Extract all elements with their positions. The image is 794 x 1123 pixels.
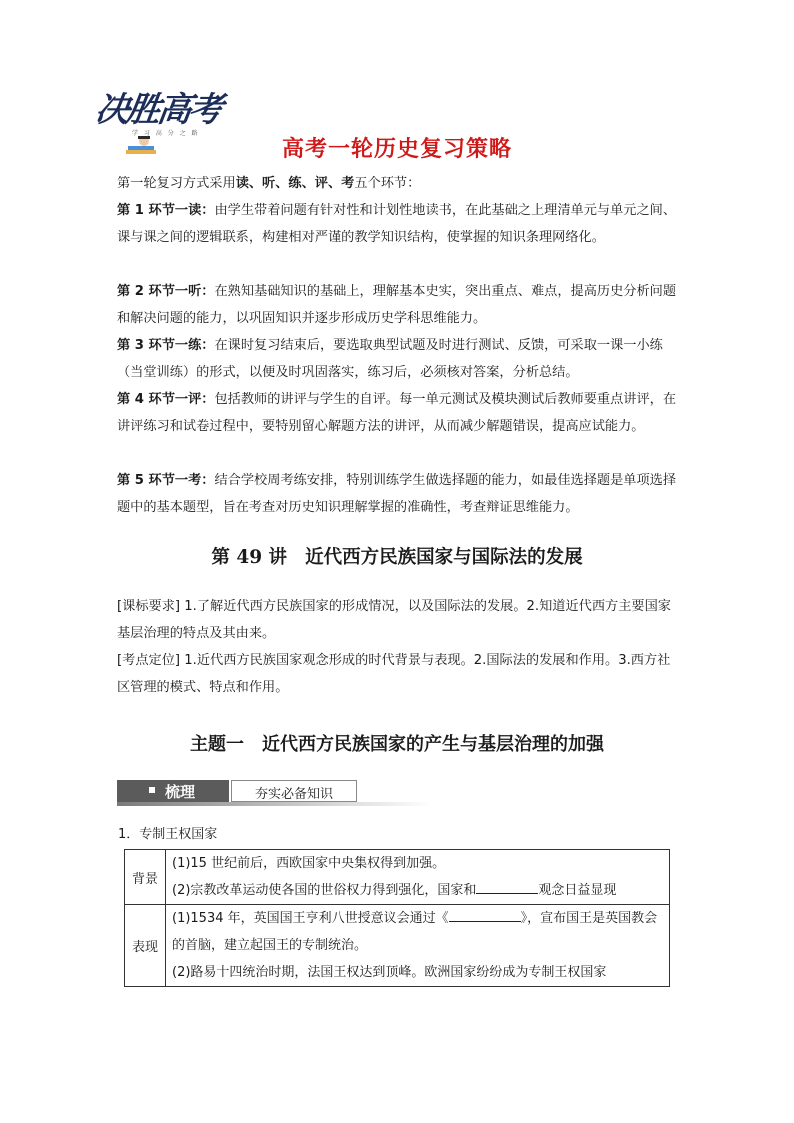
table-row [125, 905, 670, 987]
logo-subtitle: 学 习 高 分 之 路 [132, 130, 200, 137]
lecture-heading [0, 543, 794, 569]
banner-light [231, 780, 357, 802]
page-title: 高考一轮历史复习策略 [281, 137, 512, 162]
step-text: 包括教师的讲评与学生的自评。每一单元测试及模块测试后教师要重点讲评，在讲评练习和试卷过程中，要特别留心解题方法的讲评，从而减少解题错误，提高应试能力。 [117, 392, 677, 434]
step-text: 由学生带着问题有针对性和计划性地读书，在此基础之上理清单元与单元之间、课与课之间的逻辑联系，构建相对严谨的教学知识结构，使掌握的知识条理网络化。 [117, 203, 677, 245]
background-line-1: (1)15 世纪前后，西欧国家中央集权得到加强。 [172, 856, 446, 871]
intro-suffix: 五个环节： [354, 176, 421, 191]
section-heading: 1．专制王权国家 [118, 827, 218, 842]
step-text: 在课时复习结束后，要选取典型试题及时进行测试、反馈，可采取一课一小练（当堂训练）的形式，以便及时巩固落实，练习后，必须核对答案，分析总结。 [117, 338, 663, 380]
banner-stripe [117, 802, 433, 806]
lecture-title: 近代西方民族国家与国际法的发展 [305, 547, 583, 568]
info-table [124, 849, 670, 987]
step-label: 第 2 环节一听： [117, 284, 215, 299]
requirements-label: [课标要求] [117, 599, 181, 614]
step-label: 第 5 环节一考： [117, 473, 215, 488]
row-label-background: 背景 [125, 850, 166, 905]
focus-label: [考点定位] [117, 653, 181, 668]
banner-dark [117, 780, 229, 802]
step-text: 在熟知基础知识的基础上，理解基本史实，突出重点、难点，提高历史分析问题和解决问题的能力，以巩固知识并逐步形成历史学科思维能力。 [117, 284, 677, 326]
background-line-2-suffix: 观念日益显现 [538, 883, 617, 898]
step-3 [117, 332, 677, 386]
focus-text: 1.近代西方民族国家观念形成的时代背景与表现。2.国际法的发展和作用。3.西方社区管理的模式、特点和作用。 [117, 653, 671, 695]
performance-line-1-prefix: (1)1534 年，英国国王亨利八世授意议会通过《 [172, 911, 449, 926]
intro-prefix: 第一轮复习方式采用 [117, 176, 236, 191]
step-label: 第 3 环节一练： [117, 338, 215, 353]
row-label-performance: 表现 [125, 905, 166, 987]
step-2 [117, 278, 677, 332]
requirements [117, 593, 677, 647]
background-line-2-prefix: (2)宗教改革运动使各国的世俗权力得到强化，国家和 [172, 883, 477, 898]
background-line-2 [172, 877, 663, 904]
performance-line-1-suffix: 》，宣布国王是英国教会的首脑，建立起国王的专制统治。 [172, 911, 658, 953]
step-label: 第 4 环节一评： [117, 392, 215, 407]
step-text: 结合学校周考练安排，特别训练学生做选择题的能力，如最佳选择题是单项选择题中的基本题型，旨在考查对历史知识理解掌握的准确性，考查辩证思维能力。 [117, 473, 677, 515]
intro-bold: 读、听、练、评、考 [235, 176, 355, 191]
row-content-performance [166, 905, 670, 987]
intro-paragraph [117, 170, 677, 197]
row-content-background [166, 850, 670, 905]
topic-number: 主题一 [190, 734, 244, 755]
performance-line-1 [172, 905, 663, 959]
square-icon [149, 787, 155, 793]
banner-label: 梳理 [165, 783, 196, 801]
topic-title: 近代西方民族国家的产生与基层治理的加强 [262, 734, 604, 755]
performance-line-2: (2)路易十四统治时期，法国王权达到顶峰。欧洲国家纷纷成为专制王权国家 [172, 965, 607, 980]
blank-field[interactable] [449, 907, 521, 922]
banner-sub: 夯实必备知识 [254, 787, 333, 802]
section-banner [117, 780, 433, 806]
topic-heading [0, 730, 794, 756]
requirements-text: 1.了解近代西方民族国家的形成情况，以及国际法的发展。2.知道近代西方主要国家基层治理的特点及其由来。 [117, 599, 671, 641]
step-label: 第 1 环节一读： [117, 203, 215, 218]
step-4 [117, 386, 677, 440]
focus [117, 647, 677, 701]
lecture-number: 第 49 讲 [211, 547, 288, 568]
blank-field[interactable] [476, 879, 538, 894]
step-5 [117, 467, 677, 521]
table-row [125, 850, 670, 905]
step-1 [117, 197, 677, 251]
logo-text: 决胜高考 [92, 90, 223, 130]
